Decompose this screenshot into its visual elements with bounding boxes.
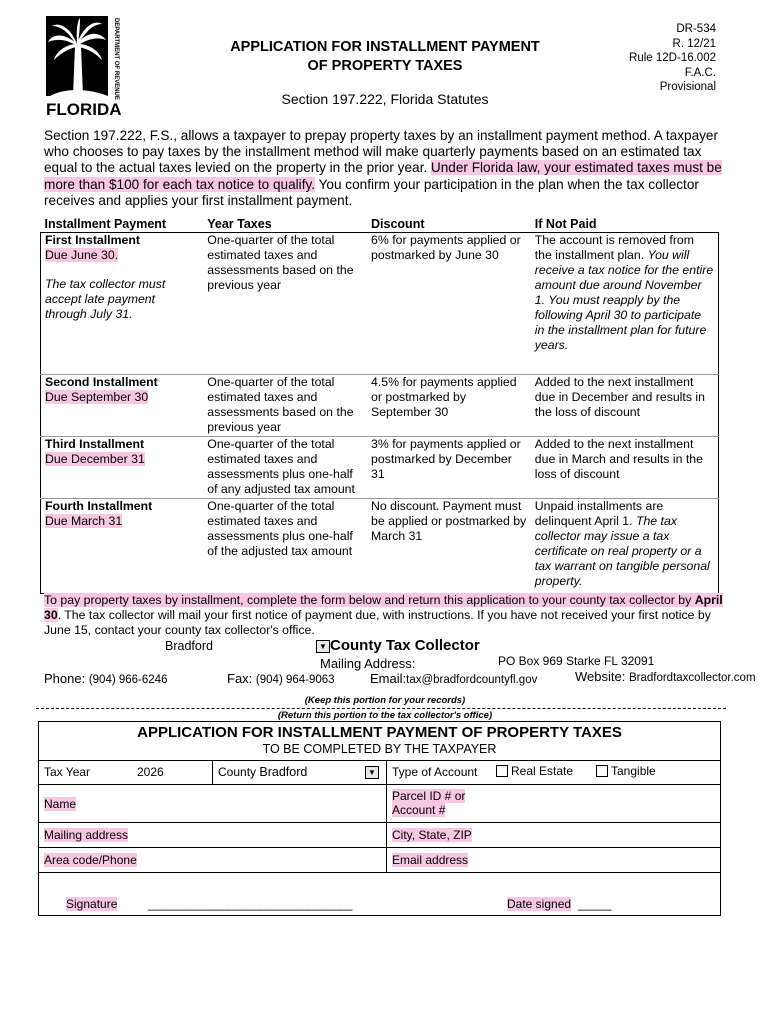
phone-label: Phone: (904) 966-6246	[44, 671, 168, 686]
mailing-address-value: PO Box 969 Starke FL 32091	[498, 654, 655, 668]
tax-year-label: Tax Year	[44, 765, 91, 779]
form-number-block: DR-534 R. 12/21 Rule 12D-16.002 F.A.C. Provisional	[629, 23, 716, 93]
date-signed-line[interactable]: _____	[578, 897, 612, 911]
county-field[interactable]: County Bradford	[218, 765, 308, 779]
real-estate-checkbox[interactable]: Real Estate	[496, 764, 573, 778]
col-header: Installment Payment	[41, 217, 204, 233]
signature-line[interactable]: _________________________________	[148, 897, 352, 911]
return-portion-note: (Return this portion to the tax collector's office)	[277, 710, 493, 721]
payment-instructions: To pay property taxes by installment, complete the form below and return this application to your county tax collector by April 30. The tax collector will mail your first notice of payment due, with instructions. If you have not received your first notice by June 15, contact your county tax collector's office.	[44, 593, 723, 637]
form-title: APPLICATION FOR INSTALLMENT PAYMENT OF PROPERTY TAXES	[230, 39, 540, 74]
signature-label: Signature	[66, 897, 118, 911]
table-row: Third Installment Due December 31 One-quarter of the total estimated taxes and assessments plus one-half of any adjusted tax amount 3% for payments applied or postmarked by December 31 Added to the next installment due in March and results in the loss of discount	[41, 437, 719, 499]
tangible-checkbox[interactable]: Tangible	[596, 764, 656, 778]
statute-subtitle: Section 197.222, Florida Statutes	[281, 91, 489, 107]
email-value: tax@bradfordcountyfl.gov	[406, 674, 538, 686]
phone-value: (904) 966-6246	[88, 674, 168, 686]
account-type-label: Type of Account	[392, 765, 478, 779]
checkbox-icon	[496, 765, 508, 777]
col-header: Year Taxes	[203, 217, 367, 233]
checkbox-icon	[596, 765, 608, 777]
mailing-address-field[interactable]: Mailing address	[44, 828, 129, 842]
cut-line	[36, 708, 726, 709]
city-state-zip-field[interactable]: City, State, ZIP	[392, 828, 472, 842]
florida-dor-logo	[44, 14, 122, 118]
fax-label: Fax: (904) 964-9063	[227, 671, 335, 686]
email-label: Email:tax@bradfordcountyfl.gov	[370, 671, 538, 686]
svg-text:DEPARTMENT OF REVENUE: DEPARTMENT OF REVENUE	[113, 18, 119, 100]
application-title: APPLICATION FOR INSTALLMENT PAYMENT OF PROPERTY TAXES	[137, 724, 622, 741]
email-field[interactable]: Email address	[392, 853, 469, 867]
chevron-down-icon[interactable]: ▼	[316, 640, 330, 653]
application-subtitle: TO BE COMPLETED BY THE TAXPAYER	[262, 742, 497, 756]
county-name: Bradford	[165, 639, 213, 653]
installment-schedule-table	[40, 217, 719, 594]
table-row: Second Installment Due September 30 One-quarter of the total estimated taxes and assessments based on the previous year 4.5% for payments applied or postmarked by September 30 Added to the next installment due in December and results in the loss of discount	[41, 375, 719, 437]
intro-paragraph: Section 197.222, F.S., allows a taxpayer to prepay property taxes by an installment payment method. A taxpayer who chooses to pay taxes by the installment method will make quarterly payments based on an estimated tax equal to the actual taxes levied on the property in the prior year. Under Florida law, your estimated taxes must be more than $100 for each tax notice to qualify. You confirm your participation in the plan when the tax collector receives and applies your first installment payment.	[44, 128, 722, 208]
qualification-highlight: Under Florida law, your estimated taxes must be more than $100 for each tax notice to qualify.	[44, 160, 722, 192]
county-dropdown[interactable]	[365, 764, 379, 782]
table-row: Fourth Installment Due March 31 One-quarter of the total estimated taxes and assessments plus one-half of the adjusted tax amount No discount. Payment must be applied or postmarked by March 31 Unpaid installments are delinquent April 1. The tax collector may issue a tax certificate on real property or a tax warrant on tangible personal property.	[41, 499, 719, 594]
date-signed-label: Date signed	[507, 897, 572, 911]
tax-year-value[interactable]: 2026	[137, 765, 164, 779]
mailing-address-label: Mailing Address:	[320, 656, 416, 671]
table-row: First Installment Due June 30. The tax collector must accept late payment through July 31. One-quarter of the total estimated taxes and assessments based on the previous year 6% for payments applied or postmarked by June 30 The account is removed from the installment plan. You will receive a tax notice for the entire amount due around November 1. You must reapply by the following April 30 to participate in the installment plan for future years.	[41, 233, 719, 375]
florida-wordmark: FLORIDA	[46, 100, 122, 118]
chevron-down-icon[interactable]: ▼	[365, 766, 379, 779]
col-header: If Not Paid	[531, 217, 719, 233]
website-value: Bradfordtaxcollector.com	[628, 672, 756, 684]
parcel-id-field[interactable]: Parcel ID # or Account #	[392, 789, 466, 817]
tax-collector-heading: ▼ County Tax Collector	[316, 637, 480, 654]
fax-value: (904) 964-9063	[255, 674, 335, 686]
keep-portion-note: (Keep this portion for your records)	[304, 695, 466, 706]
website-label: Website: Bradfordtaxcollector.com	[575, 669, 756, 684]
palm-tree-icon	[44, 14, 122, 118]
phone-field[interactable]: Area code/Phone	[44, 853, 137, 867]
name-field[interactable]: Name	[44, 797, 77, 811]
col-header: Discount	[367, 217, 531, 233]
